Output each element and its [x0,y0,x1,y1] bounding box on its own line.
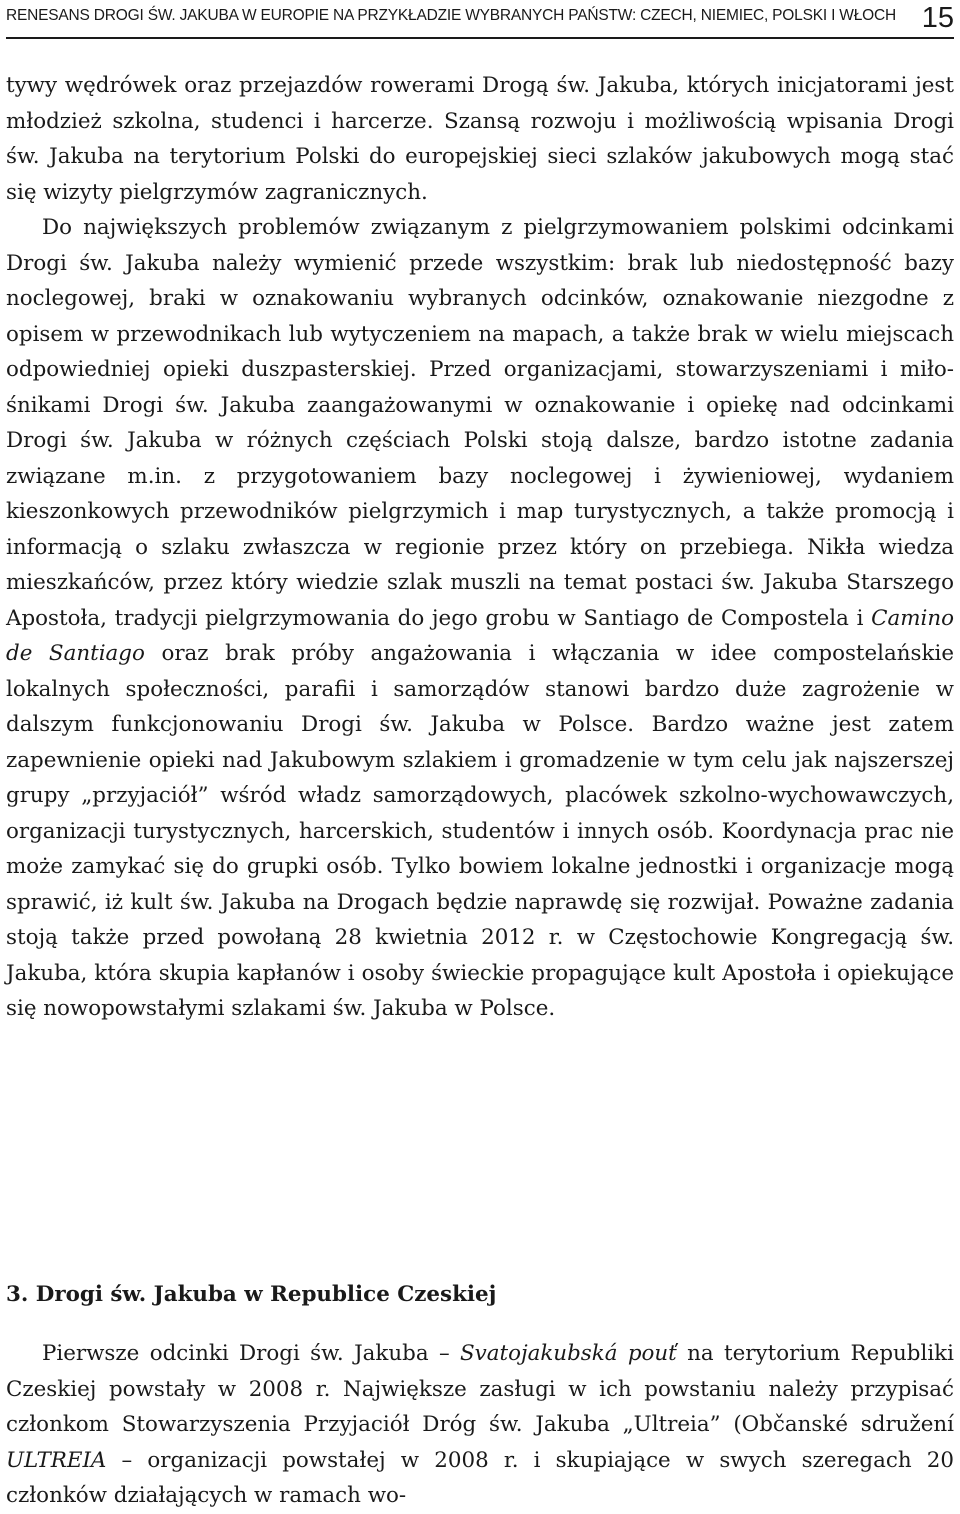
paragraph-3 [6,1336,954,1514]
body-text [6,68,954,1027]
paragraph-3-italic-1: Svatojakubská pouť [460,1341,677,1366]
paragraph-2 [6,210,954,1027]
section-body-text [6,1336,954,1514]
running-title: RENESANS DROGI ŚW. JAKUBA W EUROPIE NA PRZYKŁADZIE WYBRANYCH PAŃSTW: CZECH, NIEMIEC, POLSKI I WŁOCH [6,7,896,24]
paragraph-3-italic-2: ULTREIA [6,1447,107,1473]
paragraph-2-italic: Camino de Santiago [6,605,954,666]
section-heading: 3. Drogi św. Jakuba w Republice Czeskiej [6,1282,497,1307]
paragraph-1: tywy wędrówek oraz przejazdów rowerami Drogą św. Jakuba, których inicjatorami jest młodzież szkolna, studenci i harcerze. Szansą rozwoju i możliwością wpisania Drogi św. Jakuba na terytorium Polski do europejskiej sieci szlaków jakubowych mogą stać się wizyty pielgrzymów zagranicznych. [6,73,954,205]
paragraph-3-text-a: Pierwsze odcinki Drogi św. Jakuba – [42,1341,450,1366]
paragraph-2-text-b: oraz brak próby angażowania i włączania w idee compostelańskie lokalnych społeczności, parafii i samorządów stanowi bardzo duże zagrożenie w dalszym funkcjonowaniu Drogi św. Jakuba w Polsce. Bardzo ważne jest zatem zapewnienie opieki nad Jakubowym szlakiem i gromadzenie w tym celu jak najszerszej grupy „przyjaciół” wśród władz samorządowych, placówek szkolno-wychowawczych, organizacji turystycznych, harcerskich, studentów i innych osób. Koordynacja prac nie może zamykać się do grupki osób. Tylko bowiem lokalne jednostki i organizacje mogą sprawić, iż kult św. Jakuba na Drogach będzie naprawdę się rozwijał. Poważne zadania stoją także przed powołaną 28 kwietnia 2012 r. w Częstochowie Kongregacją św. Jakuba, która skupia kapłanów i osoby świeckie propagujące kult Apostoła i opiekujące się nowopowstałymi szlakami św. Jakuba w Polsce. [6,641,954,1021]
paragraph-3-text-c: – organizacji powstałej w 2008 r. i skupiające w swych szeregach 20 członków działających w ramach wo- [6,1447,954,1508]
paragraph-3-text-b: na terytorium Republiki Czeskiej powstały w 2008 r. Największe zasługi w ich powstaniu należy przypisać członkom Stowarzyszenia Przyjaciół Dróg św. Jakuba „Ultreia” (Občanské sdružení [6,1341,954,1437]
page-number: 15 [921,2,954,34]
paragraph-2-text-a: Do największych problemów związanym z pielgrzymowaniem polskimi odcinkami Drogi św. Jakuba należy wymienić przede wszystkim: brak lub niedostępność bazy noclegowej, braki w oznakowaniu wybranych odcinków, oznakowanie niezgodne z opisem w przewodnikach lub wytyczeniem na mapach, a także brak w wielu miejscach odpowiedniej opieki duszpasterskiej. Przed organizacjami, stowarzyszeniami i miłośnikami Drogi św. Jakuba zaangażowanymi w oznakowanie i opiekę nad odcinkami Drogi św. Jakuba w różnych częściach Polski stoją dalsze, bardzo istotne zadania związane m.in. z przygotowaniem bazy noclegowej i żywieniowej, wydaniem kieszonkowych przewodników pielgrzymich i map turystycznych, a także promocją i informacją o szlaku zwłaszcza w regionie przez który on przebiega. Nikła wiedza mieszkańców, przez który wiedzie szlak muszli na temat postaci św. Jakuba Starszego Apostoła, tradycji pielgrzymowania do jego grobu w Santiago de Compostela i [6,215,954,631]
running-header [6,3,954,39]
